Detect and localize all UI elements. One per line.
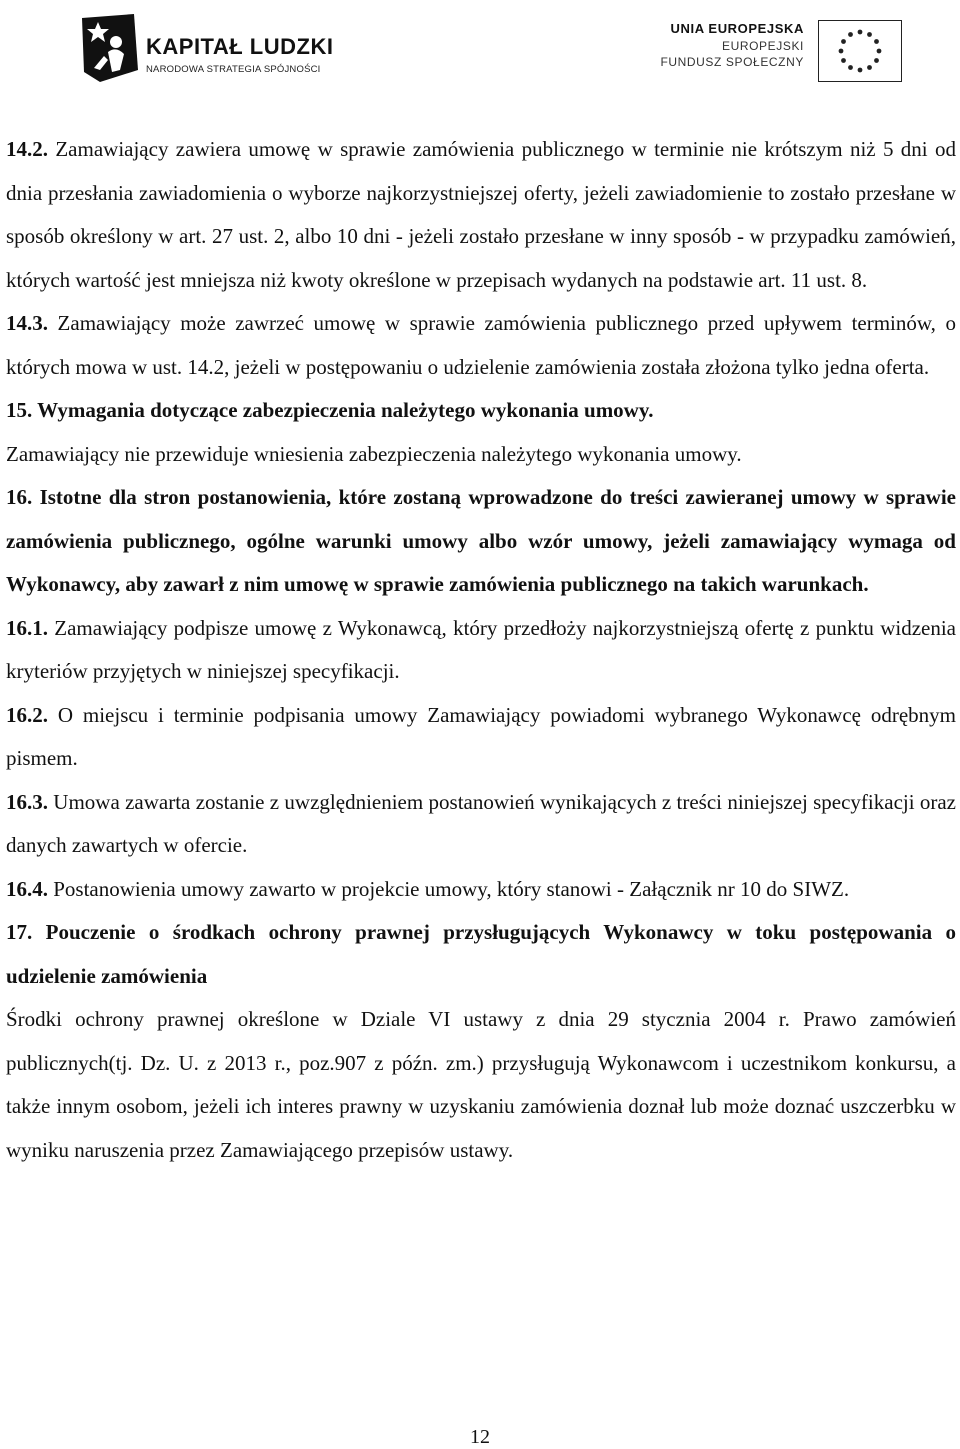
eu-logo-line1: UNIA EUROPEJSKA [670,21,804,36]
paragraph-text: Zamawiający podpisze umowę z Wykonawcą, który przedłoży najkorzystniejszą ofertę z punktu widzenia kryteriów przyjętych w niniejszej specyfikacji. [6,615,956,683]
paragraph-16-2 [6,694,956,781]
paragraph-15: Zamawiający nie przewiduje wniesienia zabezpieczenia należytego wykonania umowy. [6,441,742,466]
section-heading-15: 15. Wymagania dotyczące zabezpieczenia należytego wykonania umowy. [6,398,654,422]
section-number: 16.4. [6,876,48,901]
paragraph-14-3 [6,302,956,389]
kapital-ludzki-emblem-icon [80,12,140,84]
eu-flag-icon [818,20,902,82]
paragraph-17: Środki ochrony prawnej określone w Dziale VI ustawy z dnia 29 stycznia 2004 r. Prawo zamówień publicznych(tj. Dz. U. z 2013 r., poz.907 z późn. zm.) przysługują Wykonawcom i uczestnikom konkursu, a także innym osobom, jeżeli ich interes prawny w uzyskaniu zamówienia doznał lub może doznać uszczerbku w wyniku naruszenia przez Zamawiającego przepisów ustawy. [6,1007,956,1162]
kapital-ludzki-logo [80,12,340,84]
section-number: 16.3. [6,789,48,814]
section-heading-17: 17. Pouczenie o środkach ochrony prawnej przysługujących Wykonawcy w toku postępowania o udzielenie zamówienia [6,920,956,988]
section-number: 16.2. [6,702,48,727]
section-number: 14.3. [6,311,48,335]
kapital-ludzki-title: KAPITAŁ LUDZKI [146,34,334,59]
paragraph-text: Zamawiający może zawrzeć umowę w sprawie zamówienia publicznego przed upływem terminów, o których mowa w ust. 14.2, jeżeli w postępowaniu o udzielenie zamówienia została złożona tylko jedna oferta. [6,311,956,379]
document-body [6,128,956,1172]
eu-logo-text [660,20,804,70]
paragraph-text: Zamawiający zawiera umowę w sprawie zamówienia publicznego w terminie nie krótszym niż 5 dni od dnia przesłania zawiadomienia o wyborze najkorzystniejszej oferty, jeżeli zawiadomienie to zostało przesłane w sposób określony w art. 27 ust. 2, albo 10 dni - jeżeli zostało przesłane w inny sposób - w przypadku zamówień, których wartość jest mniejsza niż kwoty określone w przepisach wydanych na podstawie art. 11 ust. 8. [6,137,956,292]
page-header [0,0,960,110]
kapital-ludzki-subtitle: NARODOWA STRATEGIA SPÓJNOŚCI [146,64,321,75]
section-number: 16.1. [6,615,48,640]
eu-logo [662,20,902,90]
paragraph-text: O miejscu i terminie podpisania umowy Zamawiający powiadomi wybranego Wykonawcę odrębnym pismem. [6,702,956,770]
paragraph-16-4 [6,868,956,912]
paragraph-16-1 [6,607,956,694]
paragraph-14-2 [6,128,956,302]
page-number: 12 [470,1426,490,1448]
section-heading-16: 16. Istotne dla stron postanowienia, które zostaną wprowadzone do treści zawieranej umowy w sprawie zamówienia publicznego, ogólne warunki umowy albo wzór umowy, jeżeli zamawiający wymaga od Wykonawcy, aby zawarł z nim umowę w sprawie zamówienia publicznego na takich warunkach. [6,485,956,596]
paragraph-text: Umowa zawarta zostanie z uwzględnieniem postanowień wynikających z treści niniejszej specyfikacji oraz danych zawartych w ofercie. [6,789,956,857]
paragraph-16-3 [6,781,956,868]
eu-logo-line3: FUNDUSZ SPOŁECZNY [660,55,804,69]
paragraph-text: Postanowienia umowy zawarto w projekcie umowy, który stanowi - Załącznik nr 10 do SIWZ. [48,876,850,901]
section-number: 14.2. [6,137,48,161]
eu-logo-line2: EUROPEJSKI [721,39,804,53]
